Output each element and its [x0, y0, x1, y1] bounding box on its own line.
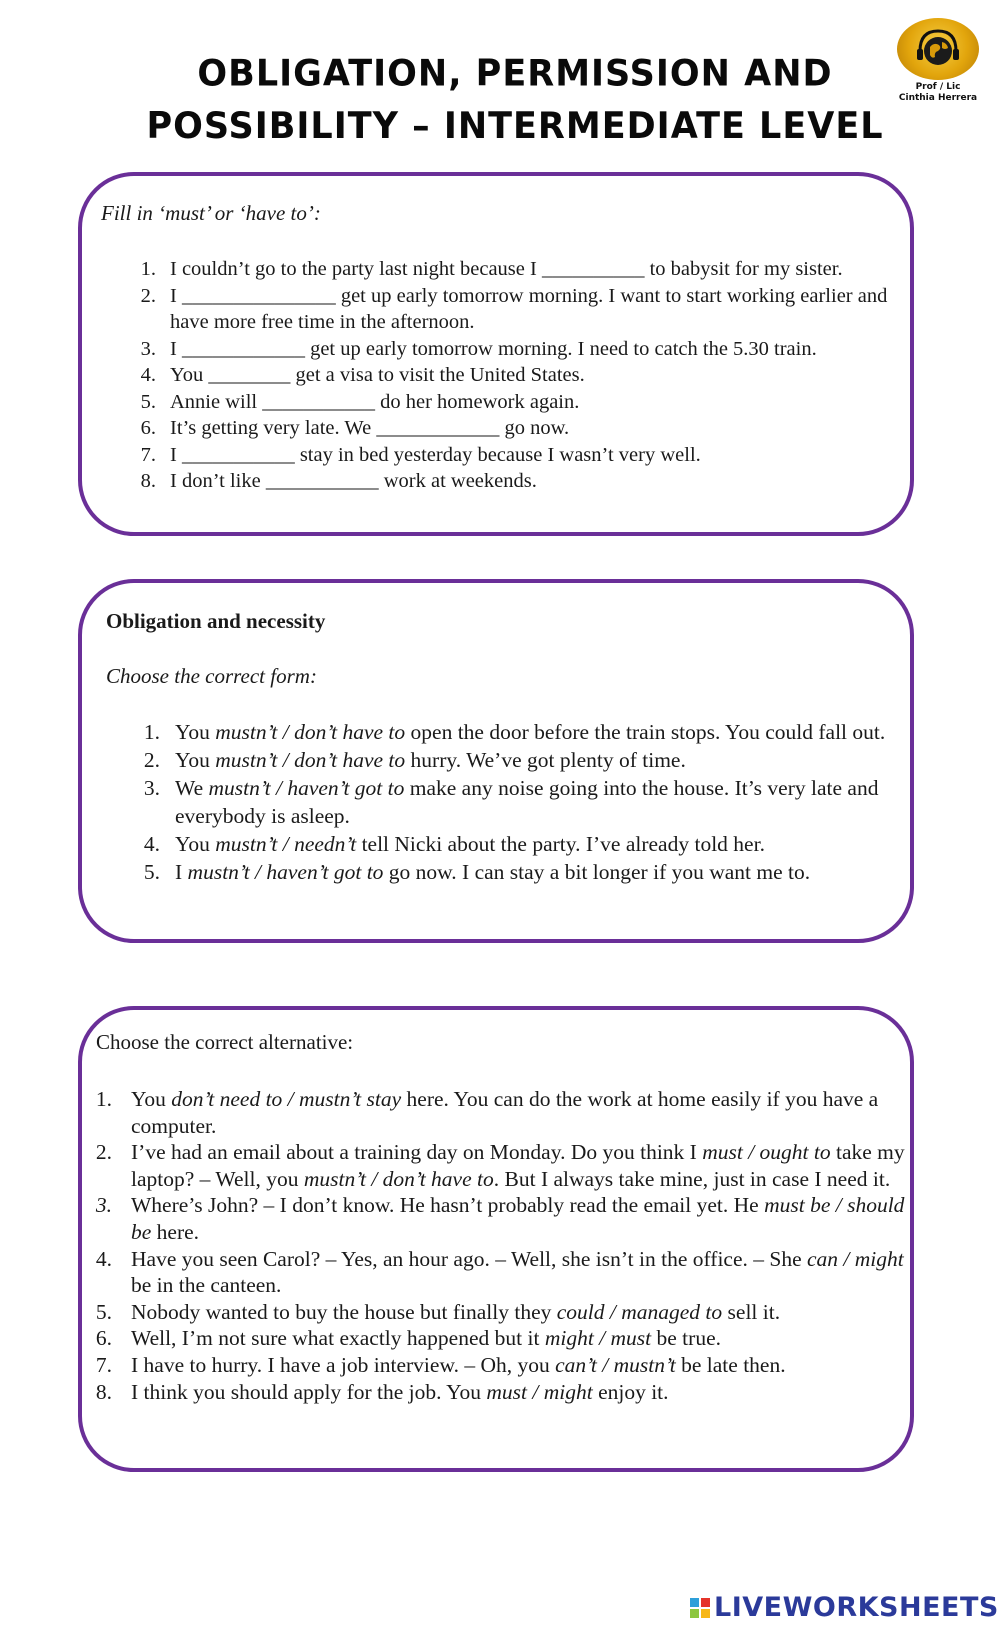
author-logo: [888, 18, 988, 104]
answer-options[interactable]: might / must: [544, 1326, 652, 1351]
exercise-item: [136, 389, 906, 416]
answer-options[interactable]: can’t / mustn’t: [555, 1352, 676, 1377]
item-text-middle: sell it.: [722, 1299, 781, 1324]
item-text: [131, 1139, 914, 1192]
logo-line-1: Prof / Lic: [915, 82, 961, 92]
item-text: [131, 1325, 914, 1352]
item-number: 4.: [95, 1246, 112, 1271]
exercise-item: [140, 858, 900, 886]
item-text-middle: be late then.: [675, 1352, 786, 1377]
answer-options[interactable]: mustn’t / needn’t: [215, 832, 357, 856]
item-text-middle: take my laptop? – Well, you: [131, 1140, 905, 1191]
item-text-start: Nobody wanted to buy the house but finally they: [131, 1299, 557, 1324]
item-number: 3.: [143, 776, 160, 800]
exercise-item: [94, 1352, 914, 1379]
answer-options-2[interactable]: mustn’t / don’t have to: [303, 1166, 494, 1191]
liveworksheets-brand: [690, 1592, 999, 1623]
exercise-item: [136, 283, 906, 336]
item-text-middle: here. You can do the work at home easily if you have a computer.: [131, 1087, 879, 1138]
brand-text: LIVEWORKSHEETS: [714, 1592, 999, 1623]
exercise-item: [136, 468, 906, 495]
item-text: [131, 1192, 914, 1245]
item-number: 4.: [140, 364, 156, 386]
item-number: 6.: [95, 1326, 112, 1351]
section-2-instruction: Choose the correct form:: [106, 664, 317, 688]
item-number: 1.: [143, 720, 160, 744]
answer-options[interactable]: mustn’t / haven’t got to: [208, 776, 405, 800]
logo-line-2: Cinthia Herrera: [898, 93, 978, 103]
item-text-start: You: [175, 748, 216, 772]
item-number: 7.: [95, 1352, 112, 1377]
answer-options[interactable]: can / might: [807, 1246, 904, 1271]
item-number: 1.: [95, 1087, 112, 1111]
section-1-list: [136, 256, 906, 495]
item-number: 2.: [143, 748, 160, 772]
item-text: It’s getting very late. We ____________ go now.: [170, 417, 570, 439]
item-text-end: tell Nicki about the party. I’ve already told her.: [356, 832, 765, 856]
item-number: 8.: [140, 470, 156, 492]
item-number: 4.: [143, 832, 160, 856]
item-text-start: We: [175, 776, 209, 800]
item-text-start: Well, I’m not sure what exactly happened but it: [131, 1326, 545, 1351]
answer-options[interactable]: mustn’t / haven’t got to: [187, 860, 384, 884]
section-3-instruction: Choose the correct alternative:: [96, 1030, 354, 1054]
item-text-start: I have to hurry. I have a job interview. – Oh, you: [131, 1352, 556, 1377]
item-text: [131, 1246, 914, 1299]
item-text-end: . But I always take mine, just in case I need it.: [493, 1166, 891, 1191]
item-text-end: make any noise going into the house. It’s very late and everybody is asleep.: [175, 776, 879, 828]
item-text: Annie will ___________ do her homework again.: [170, 390, 580, 413]
item-number: 7.: [140, 443, 156, 466]
answer-options[interactable]: must be / should be: [131, 1193, 905, 1244]
item-text: [131, 1379, 914, 1406]
item-number: 8.: [95, 1379, 112, 1404]
item-number: 2.: [140, 284, 156, 307]
item-text-start: Where’s John? – I don’t know. He hasn’t probably read the email yet. He: [131, 1193, 765, 1218]
section-2-list: [140, 718, 900, 886]
answer-options[interactable]: don’t need to / mustn’t stay: [171, 1087, 402, 1111]
item-text: [131, 1299, 914, 1326]
exercise-item: [140, 746, 900, 774]
answer-options[interactable]: could / managed to: [556, 1299, 723, 1324]
item-text: [131, 1352, 914, 1379]
item-number: 3.: [140, 337, 156, 360]
answer-options[interactable]: mustn’t / don’t have to: [215, 720, 406, 744]
exercise-item: [94, 1086, 914, 1139]
item-text-middle: here.: [151, 1219, 200, 1244]
title-line-1: OBLIGATION, PERMISSION AND: [197, 52, 833, 95]
item-text: I ___________ stay in bed yesterday because I wasn’t very well.: [170, 443, 701, 466]
item-text: I ____________ get up early tomorrow morning. I need to catch the 5.30 train.: [170, 337, 817, 360]
item-number: 3.: [95, 1193, 112, 1218]
item-number: 5.: [143, 860, 160, 884]
answer-options[interactable]: mustn’t / don’t have to: [215, 748, 406, 772]
item-text-start: I: [175, 860, 188, 884]
exercise-item: [136, 362, 906, 389]
section-1-instruction: Fill in ‘must’ or ‘have to’:: [101, 201, 321, 225]
exercise-item: [136, 415, 906, 442]
exercise-item: [94, 1246, 914, 1299]
exercise-item: [136, 256, 906, 283]
item-number: 5.: [140, 390, 156, 413]
item-text: [175, 858, 900, 886]
exercise-item: [140, 718, 900, 746]
exercise-item: [94, 1379, 914, 1406]
exercise-item: [94, 1325, 914, 1352]
item-number: 2.: [95, 1140, 112, 1165]
item-text: [175, 746, 900, 774]
item-number: 5.: [95, 1299, 112, 1324]
exercise-item: [94, 1299, 914, 1326]
item-text-middle: enjoy it.: [592, 1379, 669, 1404]
item-text-end: open the door before the train stops. You could fall out.: [405, 720, 886, 744]
exercise-item: [140, 830, 900, 858]
item-text-middle: be in the canteen.: [131, 1273, 282, 1298]
exercise-item: [140, 774, 900, 830]
liveworksheets-logo-icon: [690, 1598, 710, 1618]
item-text: I _______________ get up early tomorrow morning. I want to start working earlier and have more free time in the afternoon.: [170, 284, 888, 333]
title-line-2: POSSIBILITY – INTERMEDIATE LEVEL: [146, 105, 884, 148]
section-3-list: [94, 1086, 914, 1405]
item-text-start: You: [175, 720, 216, 744]
item-number: 6.: [140, 417, 156, 439]
exercise-item: [136, 442, 906, 469]
item-text-start: Have you seen Carol? – Yes, an hour ago. – Well, she isn’t in the office. – She: [131, 1246, 808, 1271]
exercise-item: [136, 336, 906, 363]
item-text-end: go now. I can stay a bit longer if you want me to.: [383, 860, 811, 884]
item-text-start: You: [131, 1087, 172, 1111]
item-text: You ________ get a visa to visit the United States.: [170, 364, 585, 386]
item-text: [131, 1086, 914, 1139]
item-number: 1.: [140, 258, 156, 280]
answer-options[interactable]: must / ought to: [702, 1140, 831, 1165]
answer-options[interactable]: must / might: [486, 1379, 593, 1404]
item-text-end: hurry. We’ve got plenty of time.: [405, 748, 686, 772]
section-2-title: Obligation and necessity: [106, 609, 326, 633]
headset-globe-icon: [897, 18, 979, 80]
item-text-start: You: [175, 832, 216, 856]
exercise-item: [94, 1192, 914, 1245]
item-text: I don’t like ___________ work at weekends.: [170, 470, 537, 492]
item-text-start: I think you should apply for the job. You: [131, 1379, 487, 1404]
item-text-middle: be true.: [651, 1326, 721, 1351]
exercise-item: [94, 1139, 914, 1192]
item-text: I couldn’t go to the party last night because I __________ to babysit for my sister.: [170, 258, 843, 280]
page-title: [100, 48, 930, 153]
item-text: [175, 830, 900, 858]
item-text: [175, 774, 900, 830]
item-text: [175, 718, 900, 746]
item-text-start: I’ve had an email about a training day on Monday. Do you think I: [131, 1140, 703, 1165]
